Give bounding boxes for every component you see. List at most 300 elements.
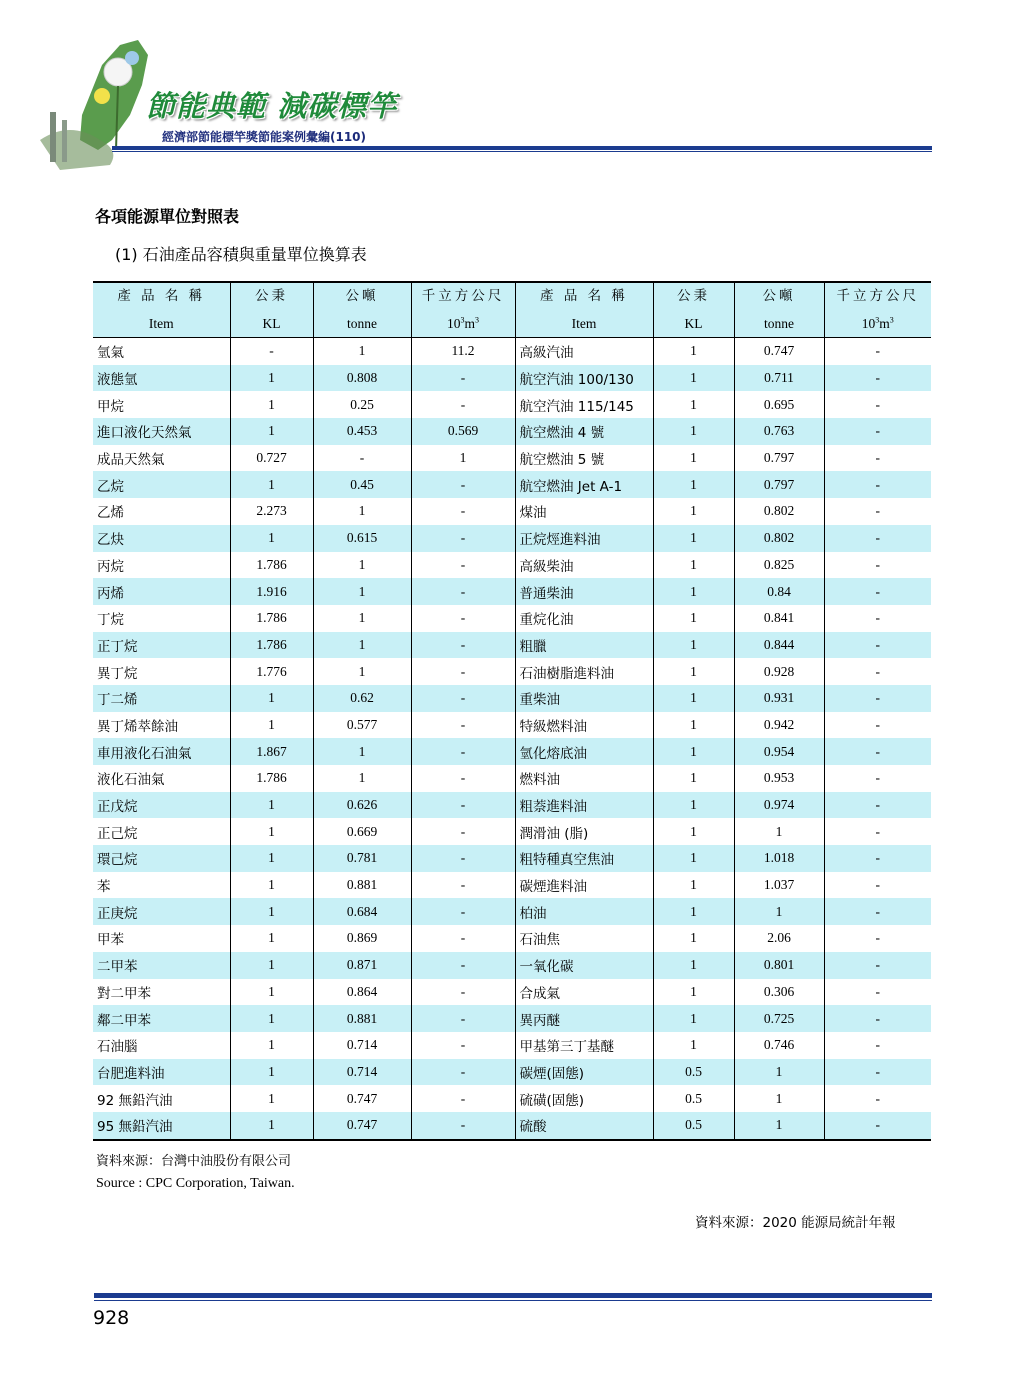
page-number: 928	[93, 1307, 130, 1329]
value-cell: 1	[653, 818, 734, 845]
table-row	[93, 792, 931, 819]
value-cell: 1	[653, 979, 734, 1006]
value-cell: 1	[653, 658, 734, 685]
item-name-cell: 正庚烷	[93, 898, 230, 925]
item-name-cell: 合成氣	[515, 979, 653, 1006]
item-name-cell: 丙烷	[93, 552, 230, 579]
item-name-cell: 航空汽油 115/145	[515, 391, 653, 418]
value-cell: 0.569	[411, 418, 515, 445]
value-cell: 0.626	[313, 792, 411, 819]
value-cell: 1.786	[230, 605, 313, 632]
item-name-cell: 粗臘	[515, 632, 653, 659]
value-cell: 0.669	[313, 818, 411, 845]
value-cell: -	[411, 738, 515, 765]
unit-part: 10	[861, 316, 876, 331]
table-row	[93, 391, 931, 418]
item-name-cell: 燃料油	[515, 765, 653, 792]
value-cell: 0.797	[734, 471, 824, 498]
value-cell: 0.747	[734, 338, 824, 365]
value-cell: 1	[230, 365, 313, 392]
value-cell: -	[411, 1085, 515, 1112]
value-cell: 1	[411, 445, 515, 472]
value-cell: -	[875, 930, 880, 946]
value-cell: -	[411, 1005, 515, 1032]
value-cell: 1	[230, 1059, 313, 1086]
value-cell: 1.786	[230, 632, 313, 659]
value-cell: 1	[230, 845, 313, 872]
value-cell: 0.928	[734, 658, 824, 685]
value-cell: -	[875, 716, 880, 732]
item-name-cell: 氫氣	[93, 338, 230, 365]
value-cell: 1	[734, 818, 824, 845]
source-note-en: Source : CPC Corporation, Taiwan.	[96, 1176, 295, 1191]
value-cell: 0.747	[313, 1112, 411, 1140]
item-name-cell: 航空燃油 4 號	[515, 418, 653, 445]
item-name-cell: 高級柴油	[515, 552, 653, 579]
page-header	[0, 0, 1024, 185]
item-name-cell: 特級燃料油	[515, 712, 653, 739]
value-cell: -	[875, 770, 880, 786]
unit-part: 3	[875, 315, 880, 325]
value-cell: 1	[653, 418, 734, 445]
column-header-en: tonne	[347, 316, 377, 331]
value-cell: 0.974	[734, 792, 824, 819]
table-row	[93, 845, 931, 872]
value-cell: 11.2	[411, 338, 515, 365]
item-name-cell: 苯	[93, 872, 230, 899]
value-cell: 1.786	[230, 552, 313, 579]
value-cell: 2.273	[230, 498, 313, 525]
value-cell: -	[875, 1090, 880, 1106]
column-header-en	[825, 310, 932, 337]
unit-part: m	[464, 316, 475, 331]
value-cell: 0.62	[313, 685, 411, 712]
value-cell: 1	[734, 1112, 824, 1140]
value-cell: 1	[313, 578, 411, 605]
value-cell: 1	[653, 365, 734, 392]
footer-rule	[94, 1293, 932, 1298]
column-header-zh: 千立方公尺	[421, 288, 505, 304]
value-cell: 0.841	[734, 605, 824, 632]
column-header	[734, 282, 824, 338]
value-cell: 0.695	[734, 391, 824, 418]
value-cell: -	[875, 610, 880, 626]
brand-title: 節能典範 減碳標竿	[146, 89, 398, 123]
table-row	[93, 418, 931, 445]
table-row	[93, 338, 931, 365]
value-cell: 0.871	[313, 952, 411, 979]
value-cell: -	[875, 450, 880, 466]
value-cell: -	[875, 476, 880, 492]
value-cell: 1	[734, 1059, 824, 1086]
item-name-cell: 煤油	[515, 498, 653, 525]
item-name-cell: 粗萘進料油	[515, 792, 653, 819]
value-cell: -	[875, 583, 880, 599]
value-cell: 1	[230, 1112, 313, 1140]
value-cell: 0.953	[734, 765, 824, 792]
value-cell: -	[411, 792, 515, 819]
value-cell: 1	[734, 898, 824, 925]
item-name-cell: 航空燃油 5 號	[515, 445, 653, 472]
column-header-en: KL	[684, 316, 703, 331]
table-row	[93, 685, 931, 712]
value-cell: 1	[230, 525, 313, 552]
value-cell: 1.867	[230, 738, 313, 765]
value-cell: -	[313, 445, 411, 472]
value-cell: 1	[230, 685, 313, 712]
item-name-cell: 甲烷	[93, 391, 230, 418]
value-cell: 0.881	[313, 1005, 411, 1032]
item-name-cell: 進口液化天然氣	[93, 418, 230, 445]
table-row	[93, 979, 931, 1006]
value-cell: 0.931	[734, 685, 824, 712]
value-cell: 1	[313, 765, 411, 792]
item-name-cell: 重柴油	[515, 685, 653, 712]
header-rule-thin	[112, 151, 932, 152]
item-name-cell: 對二甲苯	[93, 979, 230, 1006]
column-header	[515, 282, 653, 338]
value-cell: 1	[230, 952, 313, 979]
value-cell: -	[411, 685, 515, 712]
value-cell: 1.018	[734, 845, 824, 872]
footer-rule-thin	[94, 1300, 932, 1301]
table-row	[93, 445, 931, 472]
table-row	[93, 952, 931, 979]
value-cell: -	[411, 925, 515, 952]
value-cell: 1	[230, 1005, 313, 1032]
value-cell: 1	[653, 738, 734, 765]
value-cell: 1	[653, 391, 734, 418]
value-cell: 1	[653, 632, 734, 659]
table-row	[93, 605, 931, 632]
table-title: (1) 石油產品容積與重量單位換算表	[115, 245, 367, 264]
value-cell: -	[411, 898, 515, 925]
value-cell: 1	[653, 712, 734, 739]
value-cell: 0.25	[313, 391, 411, 418]
table-row	[93, 578, 931, 605]
column-header-zh: 產 品 名 稱	[540, 288, 628, 304]
value-cell: 0.808	[313, 365, 411, 392]
value-cell: -	[411, 818, 515, 845]
value-cell: -	[875, 396, 880, 412]
value-cell: -	[875, 370, 880, 386]
unit-conversion-table	[93, 281, 931, 1141]
table-header-row	[93, 282, 931, 338]
item-name-cell: 異丁烷	[93, 658, 230, 685]
table-row	[93, 365, 931, 392]
value-cell: 0.763	[734, 418, 824, 445]
value-cell: 0.797	[734, 445, 824, 472]
value-cell: 1	[230, 818, 313, 845]
column-header	[411, 282, 515, 338]
value-cell: 1	[653, 872, 734, 899]
value-cell: 1	[313, 738, 411, 765]
value-cell: 0.684	[313, 898, 411, 925]
column-header-zh: 千立方公尺	[836, 288, 919, 304]
value-cell: 0.727	[230, 445, 313, 472]
value-cell: 0.714	[313, 1059, 411, 1086]
value-cell: 1	[313, 658, 411, 685]
value-cell: 0.5	[653, 1059, 734, 1086]
item-name-cell: 柏油	[515, 898, 653, 925]
item-name-cell: 環己烷	[93, 845, 230, 872]
unit-part: 3	[889, 315, 894, 325]
value-cell: 0.725	[734, 1005, 824, 1032]
value-cell: -	[875, 743, 880, 759]
table-row	[93, 818, 931, 845]
section-title: 各項能源單位對照表	[95, 207, 240, 226]
value-cell: 1	[653, 525, 734, 552]
value-cell: -	[411, 765, 515, 792]
value-cell: 1	[230, 898, 313, 925]
item-name-cell: 硫酸	[515, 1112, 653, 1140]
item-name-cell: 普通柴油	[515, 578, 653, 605]
item-name-cell: 液態氫	[93, 365, 230, 392]
table-row	[93, 632, 931, 659]
item-name-cell: 乙烷	[93, 471, 230, 498]
column-header-zh: 公秉	[677, 288, 710, 304]
value-cell: -	[411, 552, 515, 579]
value-cell: 0.844	[734, 632, 824, 659]
value-cell: 0.869	[313, 925, 411, 952]
column-header	[313, 282, 411, 338]
item-name-cell: 台肥進料油	[93, 1059, 230, 1086]
value-cell: -	[875, 663, 880, 679]
value-cell: -	[411, 658, 515, 685]
value-cell: 0.825	[734, 552, 824, 579]
brand-subtitle: 經濟部節能標竿獎節能案例彙編(110)	[162, 130, 367, 144]
item-name-cell: 石油腦	[93, 1032, 230, 1059]
value-cell: 1	[230, 872, 313, 899]
value-cell: -	[411, 471, 515, 498]
value-cell: 0.881	[313, 872, 411, 899]
item-name-cell: 液化石油氣	[93, 765, 230, 792]
item-name-cell: 碳煙進料油	[515, 872, 653, 899]
value-cell: 0.781	[313, 845, 411, 872]
table-row	[93, 1059, 931, 1086]
value-cell: -	[824, 1112, 931, 1140]
table-row	[93, 1085, 931, 1112]
item-name-cell: 甲苯	[93, 925, 230, 952]
value-cell: -	[411, 498, 515, 525]
value-cell: 0.84	[734, 578, 824, 605]
value-cell: -	[411, 391, 515, 418]
item-name-cell: 航空汽油 100/130	[515, 365, 653, 392]
item-name-cell: 正烷烴進料油	[515, 525, 653, 552]
value-cell: 1.037	[734, 872, 824, 899]
source-note-zh: 資料來源：台灣中油股份有限公司	[96, 1154, 292, 1169]
value-cell: -	[411, 872, 515, 899]
column-header-zh: 公噸	[762, 288, 796, 304]
item-name-cell: 高級汽油	[515, 338, 653, 365]
value-cell: 0.802	[734, 525, 824, 552]
table-row	[93, 658, 931, 685]
value-cell: -	[875, 903, 880, 919]
value-cell: 1	[653, 765, 734, 792]
value-cell: 1	[653, 498, 734, 525]
column-header-zh: 公秉	[255, 288, 288, 304]
value-cell: -	[411, 1112, 515, 1140]
value-cell: -	[875, 1037, 880, 1053]
value-cell: 0.954	[734, 738, 824, 765]
item-name-cell: 乙炔	[93, 525, 230, 552]
value-cell: 0.577	[313, 712, 411, 739]
value-cell: -	[411, 632, 515, 659]
table-row	[93, 738, 931, 765]
value-cell: 1	[313, 498, 411, 525]
item-name-cell: 丙烯	[93, 578, 230, 605]
table-row	[93, 552, 931, 579]
unit-part: m	[879, 316, 890, 331]
value-cell: 1	[313, 605, 411, 632]
item-name-cell: 碳煙(固態)	[515, 1059, 653, 1086]
unit-part: 3	[475, 315, 479, 325]
value-cell: 1	[230, 471, 313, 498]
column-header-en: Item	[148, 316, 174, 331]
unit-part: 3	[460, 315, 465, 325]
table-row	[93, 1032, 931, 1059]
value-cell: 0.711	[734, 365, 824, 392]
value-cell: 1	[230, 418, 313, 445]
value-cell: 1	[230, 792, 313, 819]
value-cell: -	[411, 525, 515, 552]
item-name-cell: 正戊烷	[93, 792, 230, 819]
value-cell: 1	[653, 952, 734, 979]
table-row	[93, 765, 931, 792]
column-header-en	[412, 310, 515, 337]
value-cell: 1	[653, 925, 734, 952]
column-header-zh: 產 品 名 稱	[117, 288, 206, 304]
header-rule	[112, 146, 932, 150]
column-header	[653, 282, 734, 338]
value-cell: -	[875, 423, 880, 439]
value-cell: -	[230, 338, 313, 365]
item-name-cell: 正己烷	[93, 818, 230, 845]
item-name-cell: 異丁烯萃餘油	[93, 712, 230, 739]
value-cell: 1	[653, 1005, 734, 1032]
item-name-cell: 二甲苯	[93, 952, 230, 979]
value-cell: -	[875, 957, 880, 973]
value-cell: -	[875, 1010, 880, 1026]
value-cell: -	[411, 952, 515, 979]
value-cell: 0.747	[313, 1085, 411, 1112]
value-cell: 1	[230, 1085, 313, 1112]
column-header	[824, 282, 931, 338]
value-cell: -	[411, 365, 515, 392]
value-cell: 1	[230, 1032, 313, 1059]
item-name-cell: 潤滑油 (脂)	[515, 818, 653, 845]
value-cell: 1	[653, 445, 734, 472]
column-header-en: Item	[571, 316, 597, 331]
value-cell: 0.746	[734, 1032, 824, 1059]
value-cell: 1.776	[230, 658, 313, 685]
value-cell: 1	[734, 1085, 824, 1112]
value-cell: 1	[653, 605, 734, 632]
value-cell: 1	[230, 391, 313, 418]
unit-part: 10	[446, 316, 461, 331]
value-cell: 1	[230, 979, 313, 1006]
value-cell: 1	[313, 552, 411, 579]
item-name-cell: 硫磺(固態)	[515, 1085, 653, 1112]
value-cell: 1	[230, 712, 313, 739]
item-name-cell: 丁二烯	[93, 685, 230, 712]
item-name-cell: 甲基第三丁基醚	[515, 1032, 653, 1059]
item-name-cell: 一氧化碳	[515, 952, 653, 979]
value-cell: 1	[653, 338, 734, 365]
value-cell: -	[875, 530, 880, 546]
value-cell: 1	[653, 792, 734, 819]
value-cell: -	[875, 503, 880, 519]
item-name-cell: 成品天然氣	[93, 445, 230, 472]
value-cell: -	[875, 690, 880, 706]
item-name-cell: 鄰二甲苯	[93, 1005, 230, 1032]
value-cell: 0.306	[734, 979, 824, 1006]
item-name-cell: 重烷化油	[515, 605, 653, 632]
source-note-yearbook: 資料來源：2020 能源局統計年報	[695, 1215, 896, 1231]
value-cell: -	[411, 979, 515, 1006]
value-cell: -	[411, 712, 515, 739]
value-cell: -	[875, 636, 880, 652]
item-name-cell: 異丙醚	[515, 1005, 653, 1032]
value-cell: 1	[313, 338, 411, 365]
value-cell: 1	[653, 845, 734, 872]
table-row	[93, 898, 931, 925]
column-header-zh: 公噸	[345, 288, 379, 304]
value-cell: 1	[653, 552, 734, 579]
table-row	[93, 925, 931, 952]
table-body	[93, 338, 931, 1140]
value-cell: 0.942	[734, 712, 824, 739]
item-name-cell: 航空燃油 Jet A-1	[515, 471, 653, 498]
column-header-en: KL	[262, 316, 281, 331]
table-row	[93, 712, 931, 739]
value-cell: -	[875, 797, 880, 813]
table-row	[93, 525, 931, 552]
value-cell: 0.5	[653, 1085, 734, 1112]
value-cell: -	[411, 1032, 515, 1059]
item-name-cell: 95 無鉛汽油	[93, 1112, 230, 1140]
table-row	[93, 498, 931, 525]
item-name-cell: 粗特種真空焦油	[515, 845, 653, 872]
value-cell: 0.864	[313, 979, 411, 1006]
value-cell: -	[411, 605, 515, 632]
value-cell: 0.5	[653, 1112, 734, 1140]
value-cell: -	[411, 1059, 515, 1086]
value-cell: 0.801	[734, 952, 824, 979]
value-cell: 1.786	[230, 765, 313, 792]
value-cell: 1	[653, 471, 734, 498]
item-name-cell: 正丁烷	[93, 632, 230, 659]
item-name-cell: 石油焦	[515, 925, 653, 952]
value-cell: 1	[653, 578, 734, 605]
value-cell: -	[875, 556, 880, 572]
item-name-cell: 氫化熔底油	[515, 738, 653, 765]
value-cell: 0.802	[734, 498, 824, 525]
value-cell: 2.06	[734, 925, 824, 952]
value-cell: -	[411, 845, 515, 872]
value-cell: -	[875, 823, 880, 839]
value-cell: -	[875, 343, 880, 359]
table-row	[93, 1005, 931, 1032]
value-cell: -	[875, 1063, 880, 1079]
value-cell: 1	[230, 925, 313, 952]
value-cell: 1	[653, 685, 734, 712]
value-cell: 0.453	[313, 418, 411, 445]
item-name-cell: 石油樹脂進料油	[515, 658, 653, 685]
value-cell: 0.45	[313, 471, 411, 498]
table-row	[93, 872, 931, 899]
value-cell: -	[411, 578, 515, 605]
